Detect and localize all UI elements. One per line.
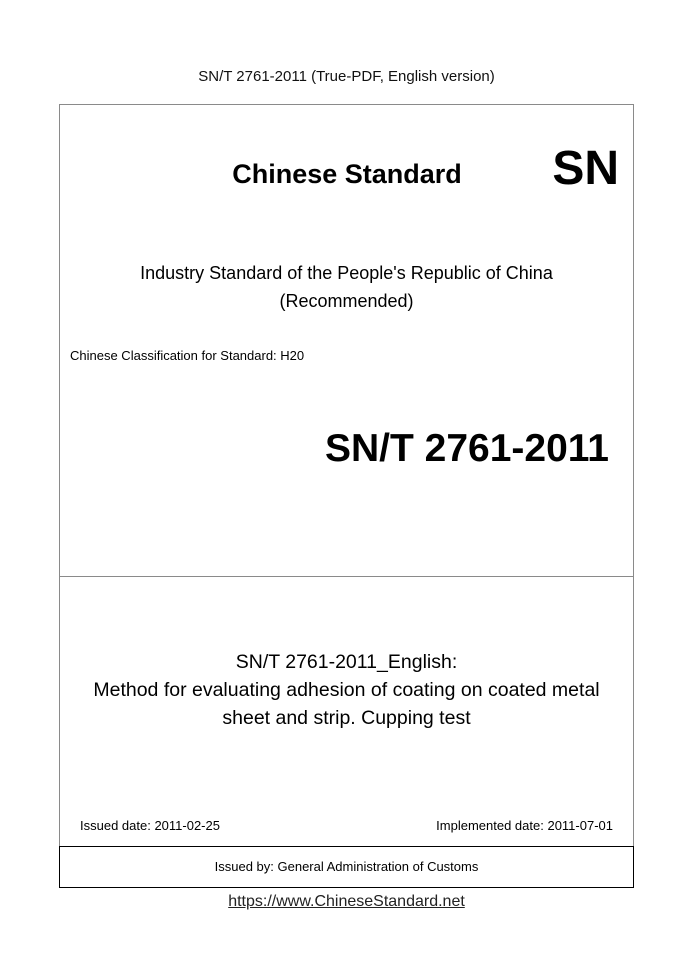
- english-title-line-1: SN/T 2761-2011_English:: [235, 651, 458, 673]
- website-link[interactable]: https://www.ChineseStandard.net: [228, 893, 465, 910]
- industry-line-1: Industry Standard of the People's Republic of China: [140, 263, 553, 283]
- issuer-bar: Issued by: General Administration of Customs: [59, 846, 634, 888]
- english-title-line-3: sheet and strip. Cupping test: [222, 707, 471, 729]
- standard-mark: SN: [552, 142, 619, 195]
- industry-line-2: (Recommended): [279, 291, 414, 311]
- english-title: [60, 648, 633, 732]
- cover-title: [60, 159, 634, 190]
- implemented-date: Implemented date: 2011-07-01: [436, 818, 613, 833]
- cover-frame: [59, 104, 634, 886]
- english-title-line-2: Method for evaluating adhesion of coating on coated metal: [93, 679, 600, 701]
- cover-title-text: Chinese Standard: [232, 159, 462, 189]
- cover-upper-section: [60, 105, 633, 577]
- issued-date: Issued date: 2011-02-25: [80, 818, 220, 833]
- industry-statement: [60, 259, 633, 315]
- classification-text: Chinese Classification for Standard: H20: [70, 348, 305, 363]
- standard-code: SN/T 2761-2011: [324, 427, 609, 470]
- document-header: SN/T 2761-2011 (True-PDF, English version): [198, 68, 495, 85]
